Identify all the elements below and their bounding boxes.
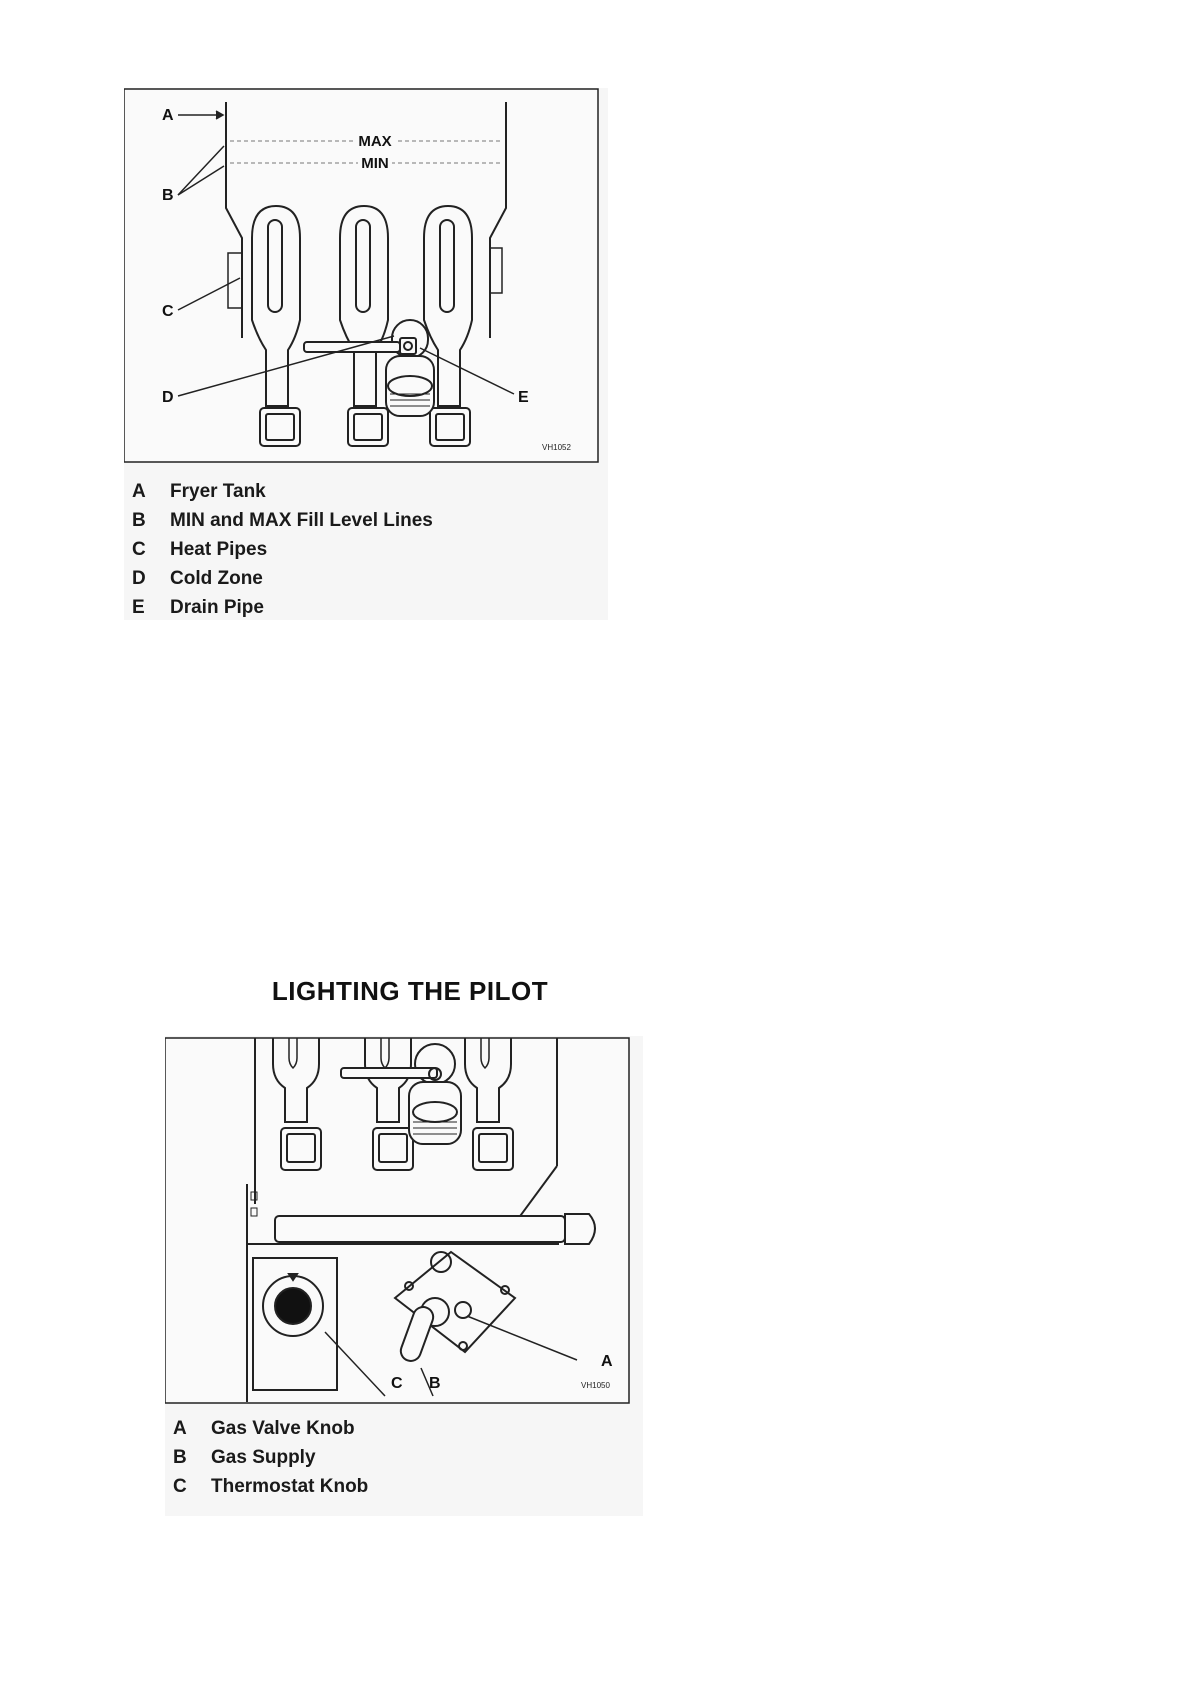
callout-a: A (601, 1353, 613, 1370)
legend-item: C Heat Pipes (132, 538, 268, 560)
callout-d: D (162, 389, 174, 406)
callout-c: C (162, 303, 174, 320)
min-label: MIN (361, 155, 389, 172)
callout-c: C (391, 1375, 403, 1392)
callout-b: B (162, 187, 174, 204)
legend-item: A Fryer Tank (132, 480, 266, 502)
fryer-tank-figure (124, 88, 608, 620)
legend-item: D Cold Zone (132, 567, 263, 589)
pilot-legend (173, 1414, 368, 1501)
legend-item: B Gas Supply (173, 1446, 316, 1468)
legend-item: A Gas Valve Knob (173, 1417, 355, 1439)
section-heading: LIGHTING THE PILOT (271, 976, 549, 1006)
max-label: MAX (358, 133, 392, 150)
figure-code: VH1050 (581, 1381, 610, 1390)
legend-item: E Drain Pipe (132, 596, 264, 618)
legend-item: C Thermostat Knob (173, 1475, 369, 1497)
callout-a: A (162, 107, 174, 124)
callout-b: B (429, 1375, 441, 1392)
figure-code: VH1052 (542, 443, 571, 452)
pilot-figure (165, 1036, 643, 1516)
fryer-tank-legend (132, 477, 433, 622)
legend-item: B MIN and MAX Fill Level Lines (132, 509, 433, 531)
callout-e: E (518, 389, 529, 406)
